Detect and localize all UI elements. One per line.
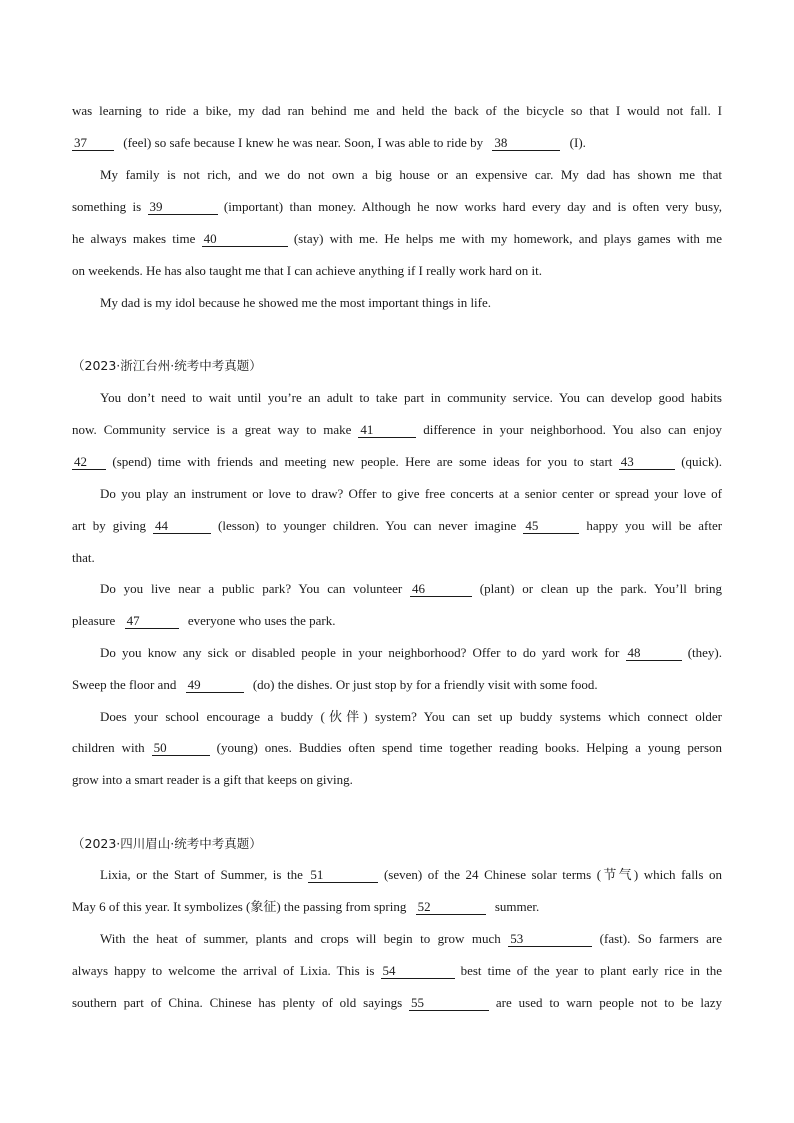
source-label-meishan: （2023·四川眉山·统考中考真题）: [72, 836, 262, 851]
blank-51[interactable]: 51: [308, 868, 378, 883]
p1-line-5: he always makes time 40 (stay) with me. He helps me with my homework, and plays games with me: [72, 231, 723, 246]
p3-line-2: May 6 of this year. It symbolizes (象征) the passing from spring 52 summer.: [72, 899, 540, 914]
blank-44[interactable]: 44: [153, 519, 211, 534]
blank-55[interactable]: 55: [409, 996, 489, 1011]
blank-50[interactable]: 50: [152, 741, 210, 756]
p2-line-4: Do you play an instrument or love to draw? Offer to give free concerts at a senior center or spread your love of: [100, 486, 722, 501]
p2-line-13: grow into a smart reader is a gift that keeps on giving.: [72, 772, 353, 787]
p2-line-3: 42 (spend) time with friends and meeting new people. Here are some ideas for you to start 43 (quick).: [74, 454, 722, 469]
p1-line-6: on weekends. He has also taught me that I can achieve anything if I really work hard on it.: [72, 263, 543, 278]
blank-40[interactable]: 40: [202, 232, 288, 247]
blank-39[interactable]: 39: [148, 200, 218, 215]
blank-38[interactable]: 38: [492, 136, 560, 151]
p3-line-4: always happy to welcome the arrival of Lixia. This is 54 best time of the year to plant early rice in the: [72, 963, 723, 978]
p2-line-8: pleasure 47 everyone who uses the park.: [72, 613, 336, 628]
blank-49[interactable]: 49: [186, 678, 244, 693]
p3-line-3: With the heat of summer, plants and crops will begin to grow much 53 (fast). So farmers are: [100, 931, 723, 946]
p3-line-1: Lixia, or the Start of Summer, is the 51 (seven) of the 24 Chinese solar terms (节气) which falls on: [100, 867, 723, 882]
p2-line-11: Does your school encourage a buddy (伙伴) system? You can set up buddy systems which connect older: [100, 709, 722, 724]
blank-47[interactable]: 47: [125, 614, 179, 629]
blank-43[interactable]: 43: [619, 455, 675, 470]
blank-52[interactable]: 52: [416, 900, 486, 915]
blank-37[interactable]: 37: [72, 136, 114, 151]
p2-line-7: Do you live near a public park? You can volunteer 46 (plant) or clean up the park. You’ll bring: [100, 581, 723, 596]
source-label-taizhou: （2023·浙江台州·统考中考真题）: [72, 358, 262, 373]
blank-46[interactable]: 46: [410, 582, 472, 597]
blank-53[interactable]: 53: [508, 932, 592, 947]
p1-line-1: was learning to ride a bike, my dad ran behind me and held the back of the bicycle so that I would not fall. I: [72, 103, 722, 118]
blank-54[interactable]: 54: [381, 964, 455, 979]
p2-line-9: Do you know any sick or disabled people in your neighborhood? Offer to do yard work for 48 (they).: [100, 645, 723, 660]
p2-line-6: that.: [72, 550, 95, 565]
p2-line-1: You don’t need to wait until you’re an adult to take part in community service. You can develop good habits: [100, 390, 722, 405]
p2-line-10: Sweep the floor and 49 (do) the dishes. Or just stop by for a friendly visit with some food.: [72, 677, 598, 692]
p3-line-5: southern part of China. Chinese has plenty of old sayings 55 are used to warn people not to be lazy: [72, 995, 722, 1010]
blank-45[interactable]: 45: [523, 519, 579, 534]
blank-41[interactable]: 41: [358, 423, 416, 438]
p2-line-5: art by giving 44 (lesson) to younger children. You can never imagine 45 happy you will be after: [72, 518, 723, 533]
p2-line-2: now. Community service is a great way to make 41 difference in your neighborhood. You also can enjoy: [72, 422, 722, 437]
p1-line-2: 37 (feel) so safe because I knew he was near. Soon, I was able to ride by 38 (I).: [74, 135, 586, 150]
blank-48[interactable]: 48: [626, 646, 682, 661]
blank-42[interactable]: 42: [72, 455, 106, 470]
p1-line-4: something is 39 (important) than money. Although he now works hard every day and is often very busy,: [72, 199, 722, 214]
p1-line-3: My family is not rich, and we do not own a big house or an expensive car. My dad has shown me that: [100, 167, 722, 182]
p1-line-7: My dad is my idol because he showed me the most important things in life.: [100, 295, 492, 310]
p2-line-12: children with 50 (young) ones. Buddies often spend time together reading books. Helping a young person: [72, 740, 723, 755]
